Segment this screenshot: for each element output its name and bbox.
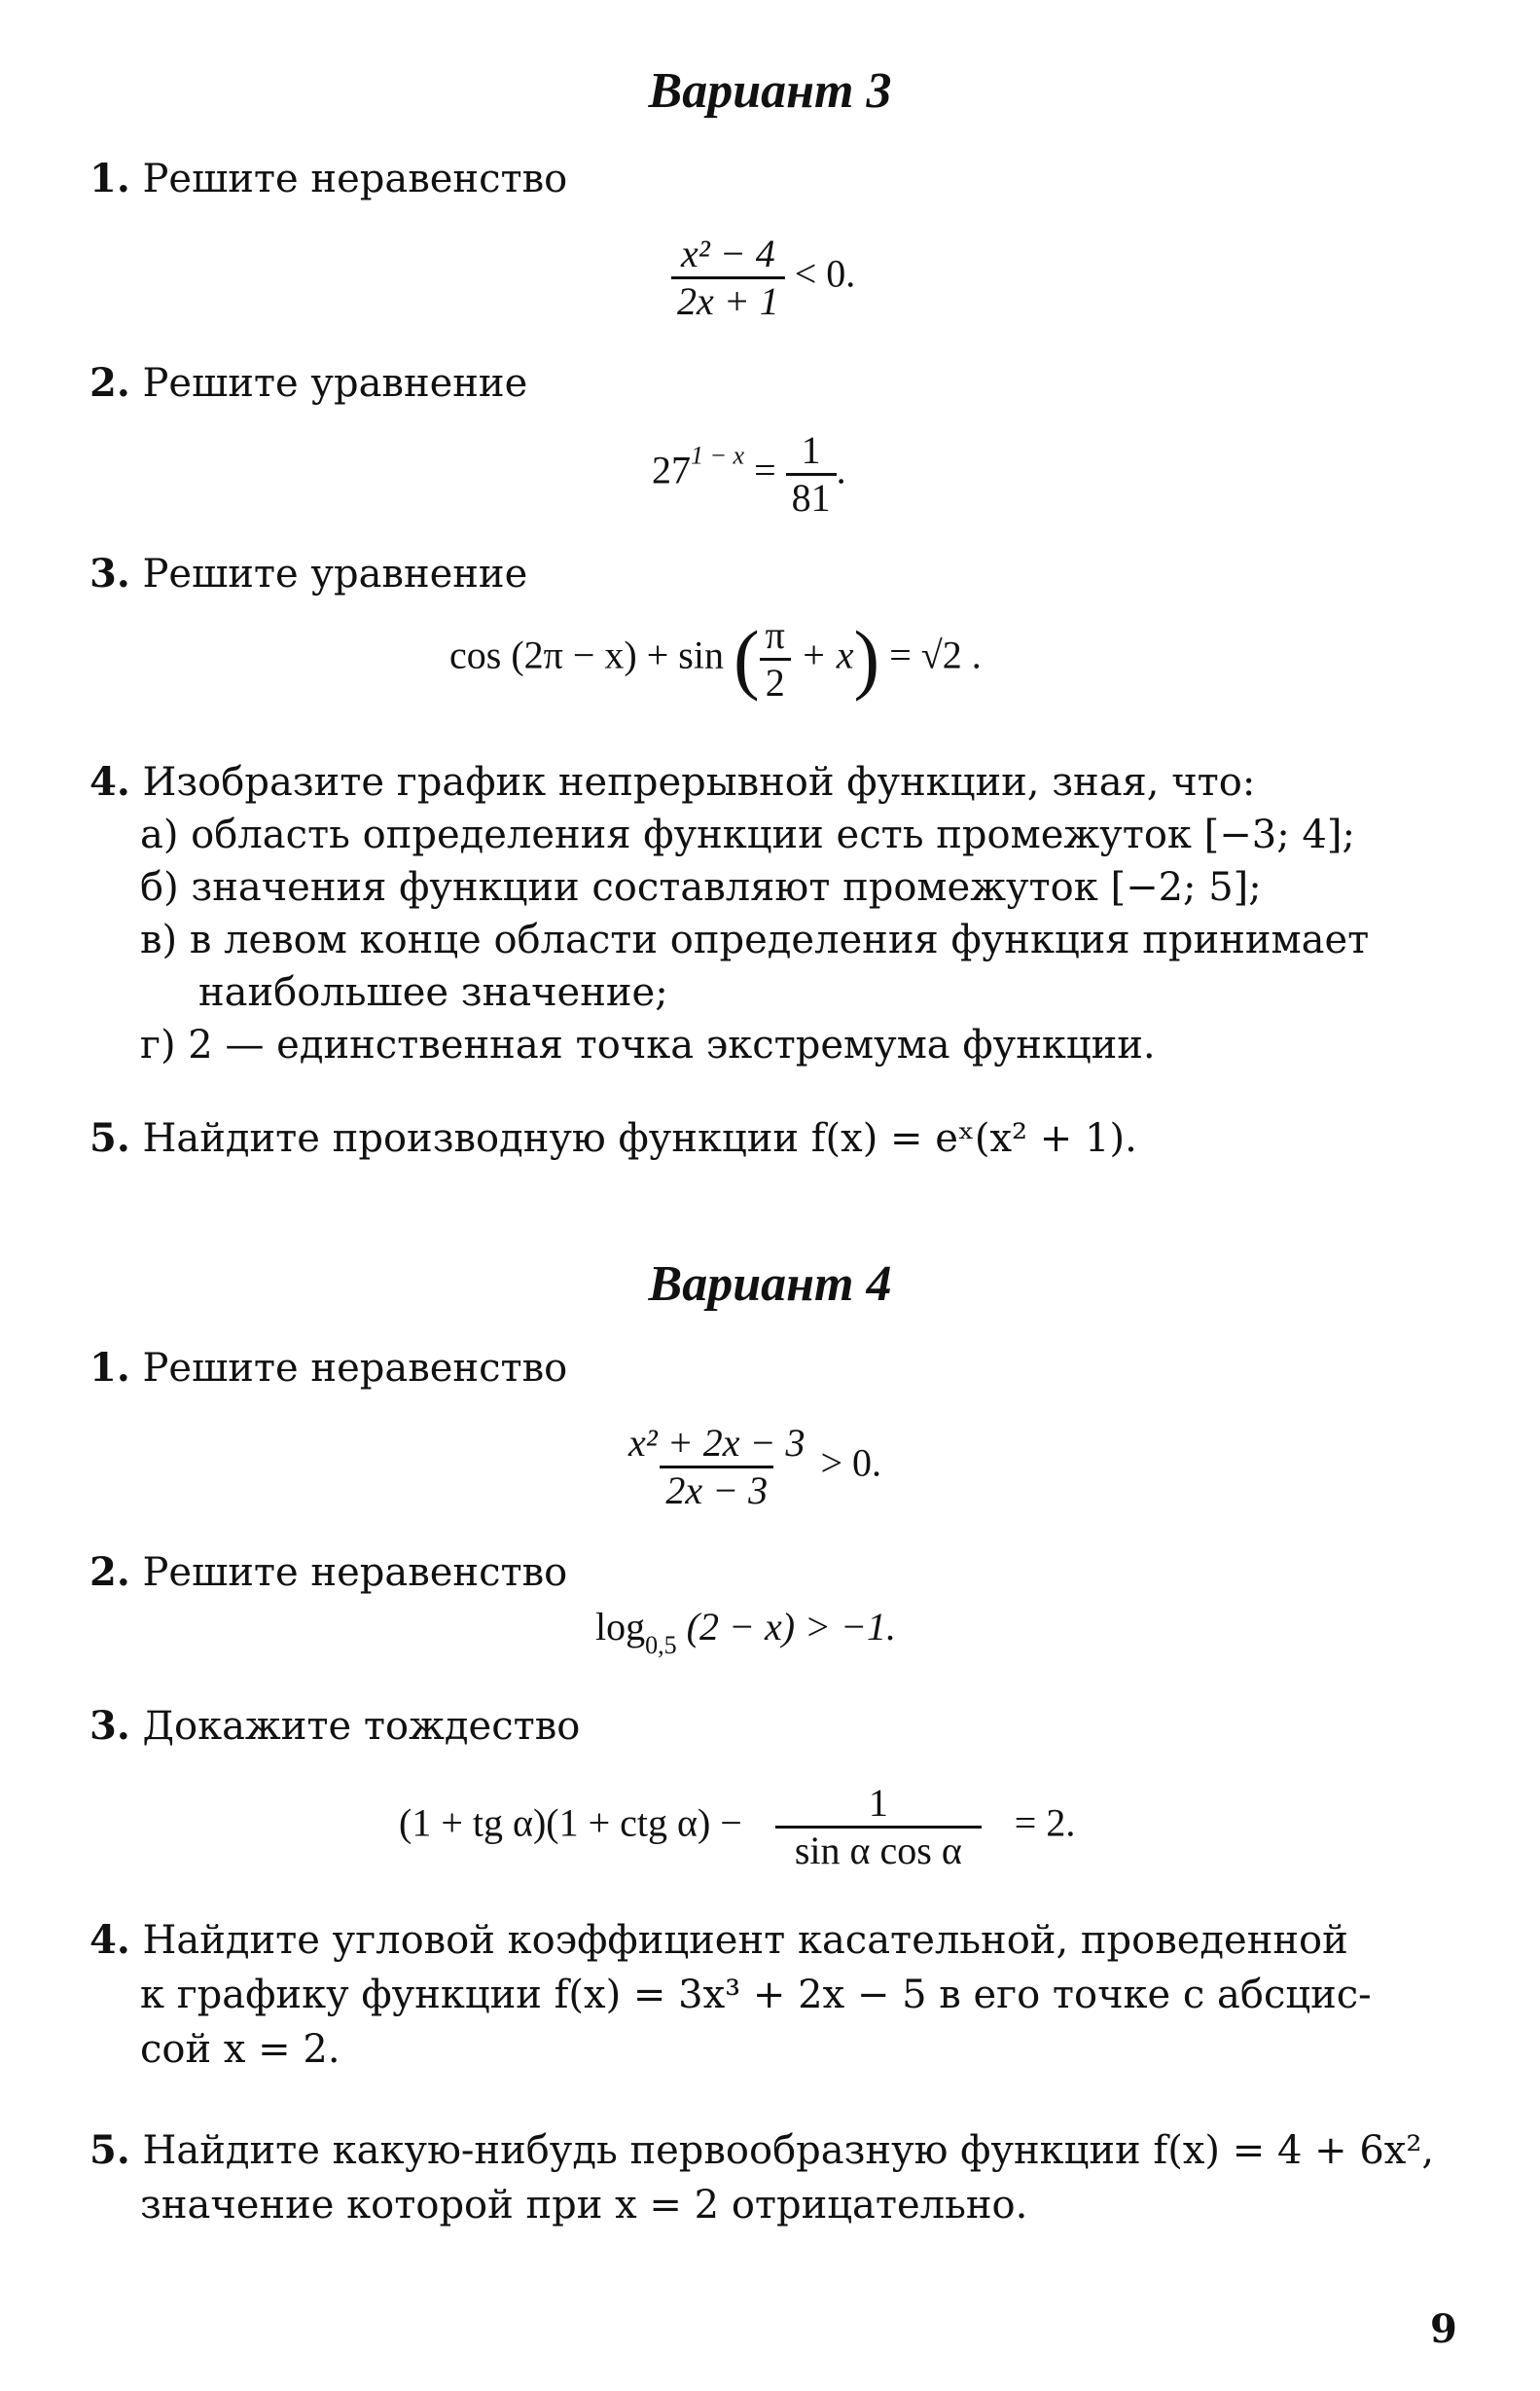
task-number: 2. xyxy=(90,360,130,406)
log-base: 0,5 xyxy=(645,1631,677,1659)
inequality-rhs: < 0. xyxy=(794,251,856,296)
condition-d: г) 2 — единственная точка экстремума функции. xyxy=(140,1023,1156,1068)
denominator: 2 xyxy=(760,658,791,706)
task-number: 5. xyxy=(90,2127,130,2173)
exponent: 1 − x xyxy=(691,441,745,470)
v4-task5 xyxy=(90,2123,1434,2232)
inequality-rhs: > 0. xyxy=(820,1440,882,1485)
left-paren: ( xyxy=(733,616,760,703)
v4-task1-formula xyxy=(623,1421,881,1513)
condition-c-cont: наибольшее значение; xyxy=(198,970,668,1015)
v3-task4 xyxy=(90,759,1369,1069)
v3-task5 xyxy=(90,1115,1137,1162)
log-word: log xyxy=(595,1605,646,1648)
numerator: 1 xyxy=(801,428,821,472)
v3-task3 xyxy=(90,551,527,598)
variant3-heading: Вариант 3 xyxy=(648,63,892,119)
equals: = xyxy=(754,448,776,492)
numerator: 1 xyxy=(868,1781,888,1825)
fraction xyxy=(786,428,837,521)
page-number: 9 xyxy=(1430,2306,1457,2352)
variant4-heading: Вариант 4 xyxy=(648,1256,892,1312)
task-text: Найдите производную функции f(x) = eˣ(x² + 1). xyxy=(142,1116,1137,1161)
task-text: Решите уравнение xyxy=(142,361,528,406)
task-number: 1. xyxy=(90,156,130,201)
task-number: 4. xyxy=(90,759,130,805)
right-paren: ) xyxy=(853,616,880,703)
v4-task4 xyxy=(90,1913,1372,2077)
task-line-3: сой x = 2. xyxy=(140,2027,340,2072)
task-text: Решите уравнение xyxy=(142,552,528,597)
task-number: 2. xyxy=(90,1549,130,1595)
v4-task2 xyxy=(90,1549,567,1596)
task-line-1: Найдите какую-нибудь первообразную функции f(x) = 4 + 6x², xyxy=(142,2128,1435,2173)
task-number: 3. xyxy=(90,1703,130,1749)
numerator: x² + 2x − 3 xyxy=(628,1421,806,1465)
denominator: sin α cos α xyxy=(775,1826,982,1873)
fraction xyxy=(775,1781,982,1873)
v3-task2-formula xyxy=(652,428,846,521)
fraction xyxy=(671,232,785,324)
v4-task2-formula xyxy=(595,1604,896,1659)
task-line-2: значение которой при x = 2 отрицательно. xyxy=(140,2183,1028,2228)
expression-left: (1 + tg α)(1 + ctg α) − xyxy=(399,1800,742,1845)
v3-task2 xyxy=(90,360,527,407)
log-argument: (2 − x) > −1. xyxy=(686,1605,896,1648)
task-number: 1. xyxy=(90,1345,130,1391)
condition-b: б) значения функции составляют промежуток [−2; 5]; xyxy=(140,865,1262,910)
numerator: x² − 4 xyxy=(681,232,775,275)
task-line-1: Найдите угловой коэффициент касательной, проведенной xyxy=(142,1918,1348,1963)
expression-left: cos (2π − x) + sin xyxy=(449,633,724,677)
v4-task3 xyxy=(90,1703,580,1750)
equation-rhs: = √2 . xyxy=(889,633,982,677)
task-number: 4. xyxy=(90,1917,130,1963)
inner-term: + x xyxy=(800,633,854,677)
identity-rhs: = 2. xyxy=(1014,1800,1076,1845)
fraction xyxy=(760,613,791,706)
task-text: Решите неравенство xyxy=(142,1550,568,1595)
v4-task1 xyxy=(90,1345,567,1392)
v3-task3-formula xyxy=(449,613,982,706)
task-text: Докажите тождество xyxy=(142,1704,581,1749)
task-text: Решите неравенство xyxy=(142,1346,568,1391)
denominator: 2x + 1 xyxy=(671,276,785,324)
denominator: 81 xyxy=(786,473,837,521)
task-number: 5. xyxy=(90,1115,130,1161)
v3-task1-formula xyxy=(671,232,855,324)
v3-task1 xyxy=(90,156,567,202)
base: 27 xyxy=(652,448,691,492)
task-number: 3. xyxy=(90,551,130,597)
v4-task3-formula xyxy=(399,1781,1075,1873)
task-line-2: к графику функции f(x) = 3x³ + 2x − 5 в его точке с абсцис- xyxy=(140,1973,1372,2017)
condition-c: в) в левом конце области определения функция принимает xyxy=(140,918,1370,962)
numerator: π xyxy=(765,613,785,657)
task-text: Изобразите график непрерывной функции, зная, что: xyxy=(142,760,1256,805)
fraction xyxy=(623,1421,810,1513)
condition-a: а) область определения функции есть промежуток [−3; 4]; xyxy=(140,813,1355,857)
task-text: Решите неравенство xyxy=(142,157,568,201)
denominator: 2x − 3 xyxy=(660,1466,773,1513)
period: . xyxy=(836,448,846,492)
